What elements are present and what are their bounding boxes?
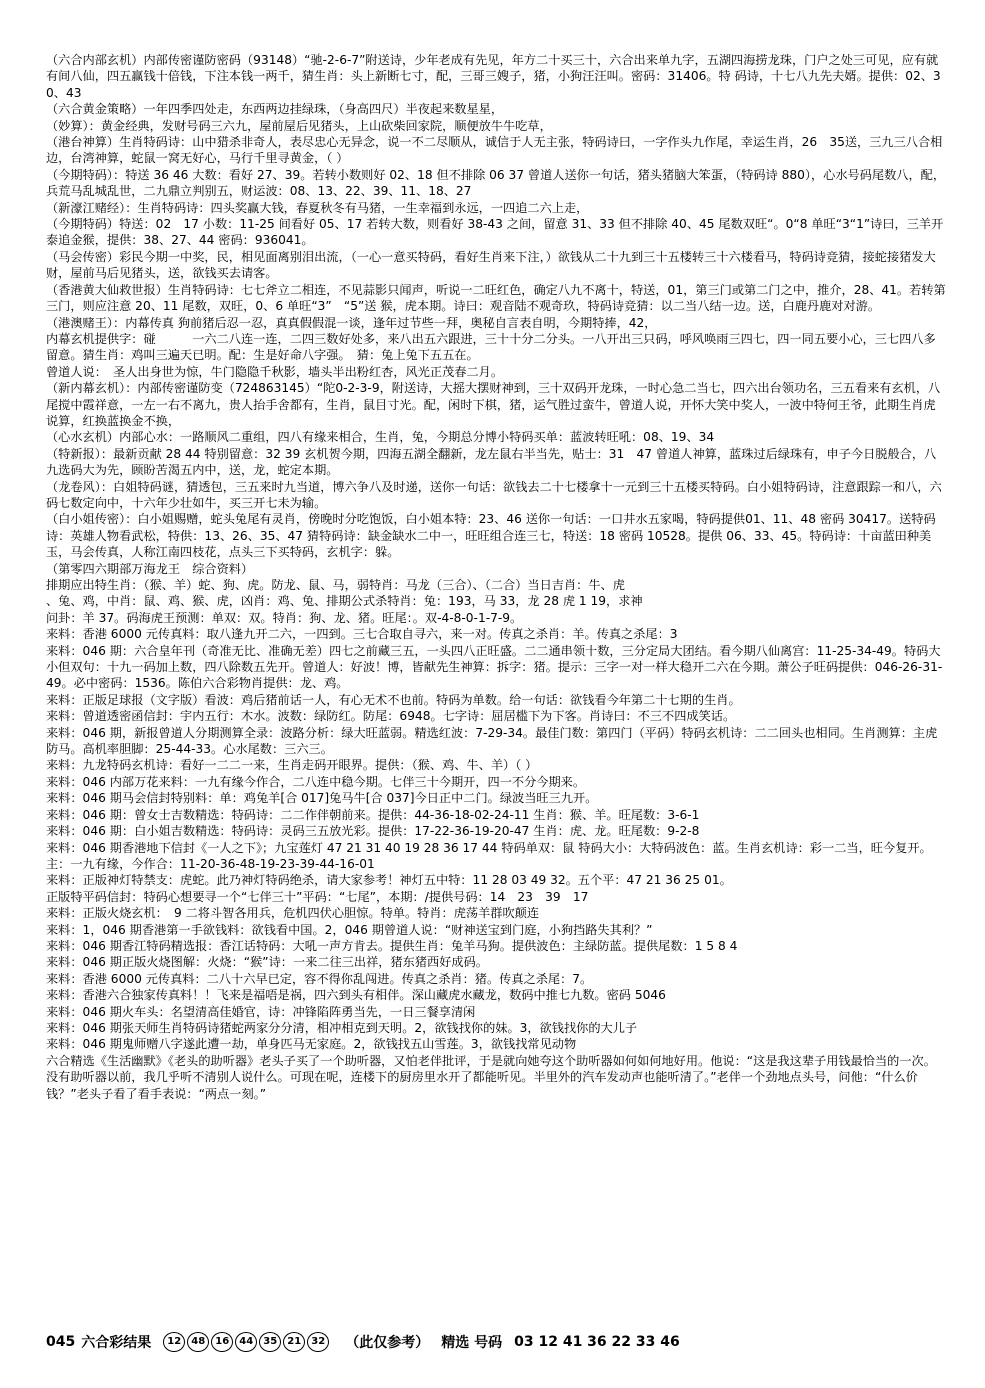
text-line: 来料：046 期香港地下信封《一人之下》；九宝莲灯 47 21 31 40 19 28 36 17 44 特码单双：鼠 特码大小：大特码波色：蓝。生肖玄机诗：彩一二当，旺今复开。主：一九有缘，今作合：11-20-36-48-19-23-39-44-16-01 <box>46 840 932 871</box>
text-line: 六合精选《生活幽默》《老头的助听器》老头子买了一个助听器，又怕老伴批评，于是就向她夸这个助听器如何如何地好用。他说：“这是我这辈子用钱最恰当的一次。没有助听器以前，我几乎听不清别人说什么。可现在呢，连楼下的厨房里水开了都能听见。半里外的汽车发动声也能听清了。”老伴一个劲地点头号，问他：“什么价钱？”老头子看了看手表说：“两点一刻。” <box>46 1053 936 1101</box>
result-ball: 44 <box>235 1332 257 1352</box>
text-line: （妙算）：黄金经典，发财号码三六九，屋前屋后见猪头，上山砍柴回家院，顺便放牛牛吃草， <box>46 118 552 133</box>
text-line: 来料：香港六合独家传真料！！飞来是福唔是祸，四六到头有相伴。深山藏虎水藏龙，数码中推七九数。密码 5046 <box>46 988 666 1003</box>
text-line: 来料：香港 6000 元传真料：取八逢九开二六，一四到。三七合取自寻六，来一对。传真之杀肖：羊。传真之杀尾：3 <box>46 627 678 642</box>
pick-label: 精选 号码 <box>441 1335 503 1351</box>
text-line: 来料：正版足球报（文字版）看波：鸡后猪前话一人，有心无术不也前。特码为单数。给一句话：欲钱看今年第二十七期的生肖。 <box>46 692 741 707</box>
document-body <box>46 52 946 1102</box>
result-ball: 35 <box>259 1332 281 1352</box>
text-line: （今期特码）特送：02 17 小数：11-25 间看好 05、17 若转大数，则看好 38-43 之间，留意 31、33 但不排除 40、45 尾数双旺“。0“8 单旺“3“1”诗曰，三羊开泰追金猴，提供：38、27、44 密码：936041。 <box>46 217 944 248</box>
text-line: （今期特码）：特送 36 46 大数：看好 27、39。若转小数则好 02、18 但不排除 06 37 曾道人送你一句话，猪头猪脑大笨蛋，（特码诗 880），心水号码尾数八，配，兵荒马乱城乱世，二九鼎立判别五，财运波：08、13、22、39、11、18、27 <box>46 167 946 199</box>
pick-numbers: 03 12 41 36 22 33 46 <box>514 1334 680 1350</box>
text-line: （特新报）：最新贡献 28 44 特别留意：32 39 玄机贺今期，四海五湖全翻新，龙左鼠右半当先，贴士：31 47 曾道人神算，蓝珠过后绿珠有，申子今日脱般合，八九选码大为先，顾盼苦渴五内中，送，龙，蛇定本期。 <box>46 446 937 478</box>
text-line: 问卦：羊 37。码海虎王预测：单双：双。特肖：狗、龙、猪。旺尾：。双-4-8-0-1-7-9。 <box>46 610 523 625</box>
text-line: 来料：046 期，新报曾道人分期测算全录：波路分析：绿大旺蓝弱。精选红波：7-29-34。最佳门数：第四门（平码）特码玄机诗：二二回头也相同。生肖测算：主虎防马。高机率胆脚：25-44-33。心水尾数：三六三。 <box>46 725 938 757</box>
result-ball: 32 <box>307 1332 329 1352</box>
text-line: （六合内部玄机）内部传密谨防密码（93148）“驰-2-6-7”附送诗，少年老成有先见，年方二十买三十，六合出来单九字，五湖四海捞龙珠，门户之处三可见，应有就有间八仙，四五赢钱十倍钱，下注本钱一两千，猜生肖：头上新断七寸，配，三哥三嫂子，猪，小狗汪汪叫。密码：31406。特 码诗，十七八九先夫婿。提供：02、30、43 <box>46 53 941 100</box>
result-ball: 48 <box>187 1332 209 1352</box>
reference-note: （此仅参考） <box>345 1335 430 1351</box>
period-number: 045 <box>46 1334 76 1350</box>
text-line: 来料：046 期马会信封特别料：单：鸡兔羊[合 017]兔马牛[合 037]今日正中二门。绿波当旺三九开。 <box>46 791 598 806</box>
text-line: （新内幕玄机）：内部传密谨防变（724863145）“陀0-2-3-9，附送诗，大摇大摆财神到，三十双码开龙珠，一时心急二当七，四六出台领功名，三五看来有玄机，八尾搅中霞祥意，一左一右不离九，贵人抬手舍都有，生肖，鼠目寸光。配，闲时下棋，猪，运气胜过蛮牛，曾道人说，开怀大笑中奖人，一波中特何王爷，此期生肖虎说算，红换蓝换金不换， <box>46 381 941 428</box>
result-footer <box>46 1331 946 1353</box>
text-line: 来料：046 期鬼师赠八字遂此遭一劫，单身匹马无家庭。2，欲钱找五山雪莲。3，欲钱找常见动物 <box>46 1037 577 1052</box>
result-balls <box>163 1332 329 1352</box>
text-line: （港台神算）生肖特码诗：山中猎杀非奇人，表尽忠心无异念，说一不二尽顺从，诚信于人无主张，特码诗曰，一字作头九作尾，幸运生肖，26 35送，三九三八合相边，台湾神算，蛇鼠一窝无好心，马行千里寻黄金，（ ） <box>46 135 943 166</box>
result-ball: 16 <box>211 1332 233 1352</box>
text-line: 来料：1，046 期香港第一手欲钱料：欲钱看中国。2，046 期曾道人说：“财神送宝到门庭，小狗挡路失其利？” <box>46 922 653 937</box>
text-line: 曾道人说： 圣人出身世为惊，牛门隐隐千秋影，墙头半出粉红杏，风光正茂春二月。 <box>46 364 504 379</box>
text-line: （马会传密）彩民今期一中奖，民，相见面离别泪出流，（一心一意买特码，看好生肖来下注，）欲钱从二十九到三十五楼转三十六楼看马，特码诗竞猜，接蛇接猪发大财，屋前马后见猪头，送，欲钱买去请客。 <box>46 249 936 281</box>
result-title: 六合彩结果 <box>81 1335 152 1351</box>
text-line: （新濠江赌经）：生肖特码诗：四头奖赢大钱，春夏秋冬有马猪，一生幸福到永远，一四追二六上走， <box>46 200 589 215</box>
text-line: 来料：香港 6000 元传真料：二八十六早已定，容不得你乱闯进。传真之杀肖：猪。传真之杀尾：7。 <box>46 971 593 986</box>
text-line: （龙卷风）：白姐特码谜，猜透包，三五来时九当道，博六争八及时递，送你一句话：欲钱去二十七楼拿十一元到三十五楼买特码。白小姐特码诗，注意跟踪一和八，六码七数定向中，十六年少壮如牛，买三开七未为输。 <box>46 479 942 510</box>
text-line: 来料：曾道透密函信封：宇内五行：木水。波数：绿防红。防尾：6948。七字诗：屈居槛下为下客。肖诗曰：不三不四成笑话。 <box>46 709 736 724</box>
result-ball: 12 <box>163 1332 185 1352</box>
text-line: 来料：046 内部万花来料：一九有缘今作合，二八连中稳今期。七伴三十今期开，四一不分今期来。 <box>46 774 586 789</box>
text-line: （心水玄机）内部心水：一路顺风二重组，四八有缘来相合，生肖，兔，今期总分博小特码买单：蓝波转旺吼：08、19、34 <box>46 430 715 445</box>
text-line: 来料：046 期火车头：名望清高佳婚官，诗：冲锋陷阵勇当先，一日三餐享清闲 <box>46 1004 476 1019</box>
text-line: 来料：正版火烧玄机： 9 二将斗智各用兵，危机四伏心胆惊。特单。特肖：虎荡羊群吹颠连 <box>46 906 540 921</box>
text-line: （六合黄金策略）一年四季四处走，东西两边挂绿珠，（身高四尺）半夜起来数星星， <box>46 102 504 117</box>
text-line: 排期应出特生肖：（猴、羊）蛇、狗、虎。防龙、鼠、马，弱特肖：马龙（三合）、（二合）当日吉肖：牛、虎 <box>46 578 625 592</box>
text-line: 来料：046 期：曾女士吉数精选：特码诗：二二作伴朝前来。提供：44-36-18-02-24-11 生肖：猴、羊。旺尾数：3-6-1 <box>46 807 700 822</box>
result-ball: 21 <box>283 1332 305 1352</box>
text-line: 来料：046 期香江特码精选报：香江话特码：大吼一声方肯去。提供生肖：兔羊马狗。提供波色：主绿防蓝。提供尾数：1 5 8 4 <box>46 938 738 953</box>
text-line: （白小姐传密）：白小姐赐赠，蛇头兔尾有灵肖，傍晚时分吃饱饭，白小姐本特：23、46 送你一句话：一口井水五家喝，特码提供01、11、48 密码 30417。送特码诗：英雄人物看武松，特供：13、26、35、47 猜特码诗：缺金缺水二中一，旺旺组合连三七，特送：18 密码 10528。提供 06、33、45。特码诗：十亩蓝田种美玉，马会传真，人称江南四枝花，点头三下买特码，玄机字：躲。 <box>46 512 936 560</box>
text-line: （香港黄大仙救世报）生肖特码诗：七七斧立二相连，不见蒜影只闻声，听说一二旺红色，确定八九不离十，特送，01，第三门或第二门之中，推介，28、41。若转第三门，则应注意 20、11 尾数，双旺，0、6 单旺“3” “5”送 猴，虎本期。诗曰：观音陆不观奇玖，特码诗竞猜：以二当八结一边。送，白鹿丹鹿对对游。 <box>46 282 946 314</box>
text-line: 来料：046 期正版火烧图解：火烧：“猴”诗：一来二往三出祥，猪东猪西好成码。 <box>46 955 488 970</box>
text-line: 来料：046 期：白小姐吉数精选：特码诗：灵码三五放光彩。提供：17-22-36-19-20-47 生肖：虎、龙。旺尾数：9-2-8 <box>46 824 700 839</box>
text-line: 来料：九龙特码玄机诗：看好一二二一来，生肖走码开眼界。提供：（猴、鸡、牛、羊）（ ） <box>46 758 538 773</box>
text-line: （港澳赌王）：内幕传真 狗前猪后忍一忍，真真假假混一谈，逢年过节些一拜，奥秘自言表自明，今期特捧，42， <box>46 315 657 330</box>
text-line: 来料：046 期张天师生肖特码诗猪蛇两家分分清，相冲相克到天明。2，欲钱找你的妹。3，欲钱找你的大儿子 <box>46 1020 638 1035</box>
text-line: 内幕玄机提供字：碰 一六二八连一连，二四三数好处多，来八出五六跟进，三十十分二分头。一八开出三只码，呼风唤雨三四七，四一同五要小心，三七四八多留意。猜生肖：鸡叫三遍天已明。配：生是好命八字强。 猜：兔上兔下五五在。 <box>46 331 936 363</box>
text-line: 来料：046 期：六合皇年刊（奇准无比、准确无差）四七之前藏三五，一头四八正旺盛。二二通串领十数，三分定局大团结。看今期八仙离宫：11-25-34-49。特码大小但双句：十九一码加上数，四八除数五先开。曾道人：好波！博，皆献先生神算：拆字：猪。提示：三字一对一样大稳开二六在今期。萧公子旺码提供：046-26-31-49。必中密码：1536。陈伯六合彩物肖提供：龙、鸡。 <box>46 643 943 691</box>
text-line: （第零四六期部万海龙王 综合资料） <box>46 561 254 576</box>
text-line: 、兔、鸡，中肖：鼠、鸡、猴、虎，凶肖：鸡、兔、排期公式杀特肖：兔：193，马 33，龙 28 虎 1 19，求神 <box>46 594 643 609</box>
text-line: 正版特平码信封：特码心想要寻一个“七伴三十”平码：“七尾”，本期：/提供号码：14 23 39 17 <box>46 889 589 904</box>
text-line: 来料：正版神灯特禁支：虎蛇。此乃神灯特码绝杀，请大家参考！神灯五中特：11 28 03 49 32。五个平：47 21 36 25 01。 <box>46 873 732 888</box>
